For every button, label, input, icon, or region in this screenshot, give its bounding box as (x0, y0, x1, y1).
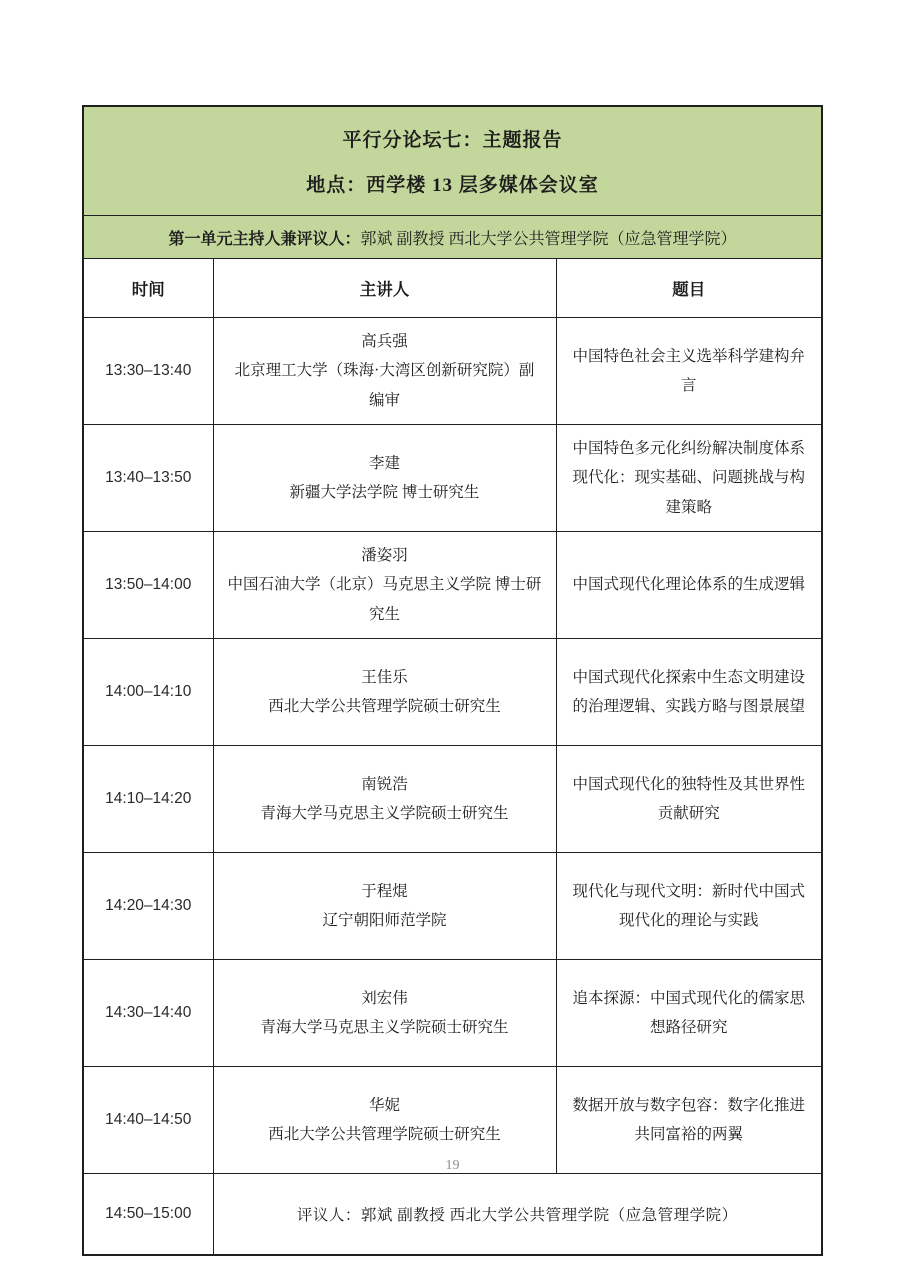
speaker-affiliation: 中国石油大学（北京）马克思主义学院 博士研究生 (227, 576, 542, 623)
speaker-name: 于程焜 (361, 882, 408, 900)
session-time: 13:40–13:50 (83, 425, 213, 532)
col-header-title: 题目 (556, 259, 822, 318)
talk-title: 中国式现代化理论体系的生成逻辑 (556, 532, 822, 639)
session-time: 14:30–14:40 (83, 960, 213, 1067)
discussant-content: 评议人：郭斌 副教授 西北大学公共管理学院（应急管理学院） (213, 1174, 822, 1256)
speaker-name: 华妮 (368, 1096, 400, 1114)
talk-title: 中国式现代化探索中生态文明建设的治理逻辑、实践方略与图景展望 (556, 639, 822, 746)
speaker-cell (213, 318, 556, 425)
speaker-cell (213, 960, 556, 1067)
speaker-cell (213, 853, 556, 960)
unit-chair-row (83, 216, 822, 259)
session-time: 13:30–13:40 (83, 318, 213, 425)
page-number: 19 (445, 1158, 460, 1173)
speaker-affiliation: 西北大学公共管理学院硕士研究生 (268, 1126, 501, 1143)
schedule-row (83, 853, 822, 960)
forum-title-row (83, 106, 822, 216)
session-time: 14:40–14:50 (83, 1067, 213, 1174)
speaker-cell (213, 425, 556, 532)
talk-title: 现代化与现代文明：新时代中国式现代化的理论与实践 (556, 853, 822, 960)
speaker-cell (213, 746, 556, 853)
speaker-cell (213, 532, 556, 639)
session-time: 13:50–14:00 (83, 532, 213, 639)
talk-title: 追本探源：中国式现代化的儒家思想路径研究 (556, 960, 822, 1067)
talk-title: 中国特色社会主义选举科学建构弁言 (556, 318, 822, 425)
session-time: 14:10–14:20 (83, 746, 213, 853)
session-time: 14:00–14:10 (83, 639, 213, 746)
column-header-row (83, 259, 822, 318)
speaker-cell (213, 639, 556, 746)
speaker-name: 李建 (368, 454, 400, 472)
schedule-row (83, 425, 822, 532)
schedule-row (83, 746, 822, 853)
unit-chair-label: 第一单元主持人兼评议人： (168, 230, 361, 248)
discussant-row (83, 1174, 822, 1256)
speaker-name: 高兵强 (361, 332, 408, 350)
talk-title: 数据开放与数字包容：数字化推进共同富裕的两翼 (556, 1067, 822, 1174)
speaker-affiliation: 青海大学马克思主义学院硕士研究生 (260, 1019, 509, 1036)
document-page (82, 105, 823, 1256)
speaker-affiliation: 北京理工大学（珠海·大湾区创新研究院）副编审 (234, 362, 535, 409)
talk-title: 中国式现代化的独特性及其世界性贡献研究 (556, 746, 822, 853)
schedule-row (83, 318, 822, 425)
session-time: 14:50–15:00 (83, 1174, 213, 1256)
speaker-name: 潘姿羽 (361, 546, 408, 564)
col-header-speaker: 主讲人 (213, 259, 556, 318)
forum-header-cell (83, 106, 822, 216)
schedule-row (83, 532, 822, 639)
col-header-time: 时间 (83, 259, 213, 318)
unit-chair-value: 郭斌 副教授 西北大学公共管理学院（应急管理学院） (360, 230, 737, 248)
schedule-row (83, 639, 822, 746)
speaker-affiliation: 新疆大学法学院 博士研究生 (289, 484, 480, 501)
speaker-name: 南锐浩 (361, 775, 408, 793)
schedule-row (83, 960, 822, 1067)
speaker-affiliation: 辽宁朝阳师范学院 (322, 912, 447, 929)
forum-title: 平行分论坛七：主题报告 (342, 130, 563, 151)
speaker-affiliation: 青海大学马克思主义学院硕士研究生 (260, 805, 509, 822)
speaker-affiliation: 西北大学公共管理学院硕士研究生 (268, 698, 501, 715)
talk-title: 中国特色多元化纠纷解决制度体系现代化：现实基础、问题挑战与构建策略 (556, 425, 822, 532)
speaker-name: 王佳乐 (361, 668, 408, 686)
unit-chair-cell (83, 216, 822, 259)
forum-location: 地点：西学楼 13 层多媒体会议室 (306, 175, 599, 196)
speaker-name: 刘宏伟 (361, 989, 408, 1007)
session-time: 14:20–14:30 (83, 853, 213, 960)
schedule-table (82, 105, 823, 1256)
